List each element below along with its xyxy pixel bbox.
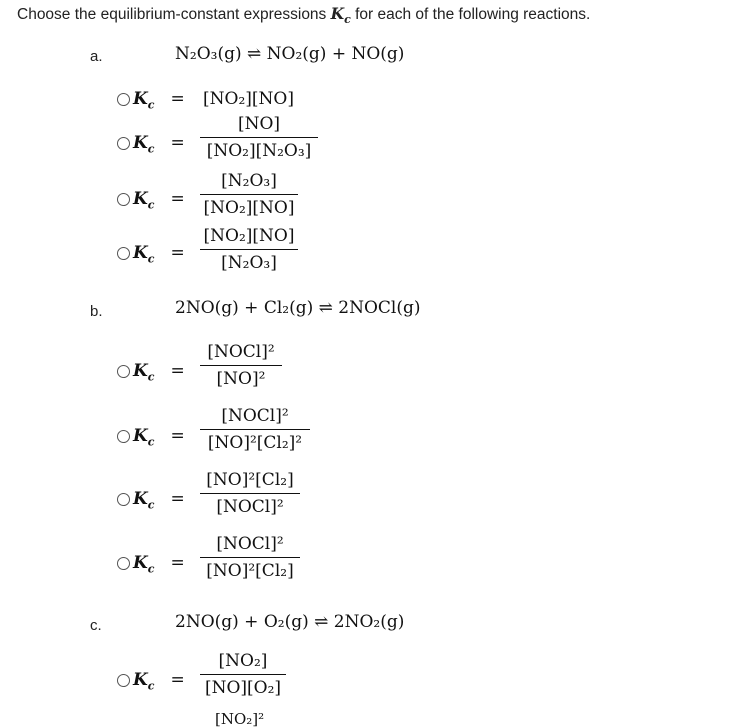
numerator: [NO₂][NO]	[203, 226, 295, 246]
radio-button[interactable]	[117, 557, 130, 570]
kc-label: $K_c$	[133, 243, 155, 266]
equals-sign: =	[170, 670, 185, 690]
numerator: [N₂O₃]	[221, 171, 277, 191]
part-a-option-2-fraction	[200, 114, 318, 161]
numerator: [NO]	[237, 114, 281, 134]
part-c-option-1-fraction	[200, 651, 286, 698]
part-a-reaction: N₂O₃(g) ⇌ NO₂(g) + NO(g)	[175, 44, 405, 64]
equals-sign: =	[170, 489, 185, 509]
question-text	[17, 4, 591, 27]
radio-button[interactable]	[117, 137, 130, 150]
numerator: [NOCl]²	[221, 406, 289, 426]
part-c-reaction: 2NO(g) + O₂(g) ⇌ 2NO₂(g)	[175, 612, 405, 632]
radio-button[interactable]	[117, 674, 130, 687]
fraction-bar	[200, 557, 300, 558]
radio-button[interactable]	[117, 193, 130, 206]
equals-sign: =	[170, 361, 185, 381]
radio-button[interactable]	[117, 247, 130, 260]
numerator: [NOCl]²	[216, 534, 284, 554]
equals-sign: =	[170, 89, 185, 109]
denominator: [N₂O₃]	[221, 253, 277, 273]
fraction-bar	[200, 493, 300, 494]
part-a-option-4-fraction	[200, 226, 298, 273]
denominator: [NO]²[Cl₂]²	[207, 433, 303, 453]
fraction-bar	[200, 249, 298, 250]
part-a-option-3-fraction	[200, 171, 298, 218]
part-b-option-2-fraction	[200, 406, 310, 453]
part-c-label: c.	[90, 617, 102, 634]
kc-label: $K_c$	[133, 189, 155, 212]
radio-button[interactable]	[117, 365, 130, 378]
numerator: [NO]²[Cl₂]	[206, 470, 294, 490]
part-b-reaction: 2NO(g) + Cl₂(g) ⇌ 2NOCl(g)	[175, 298, 421, 318]
radio-button[interactable]	[117, 430, 130, 443]
kc-label: $K_c$	[133, 133, 155, 156]
kc-label: $K_c$	[133, 426, 155, 449]
question-prefix: Choose the equilibrium-constant expressions	[17, 6, 331, 23]
kc-label: $K_c$	[133, 553, 155, 576]
fraction-bar	[200, 137, 318, 138]
equals-sign: =	[170, 426, 185, 446]
part-b-option-1[interactable]	[117, 361, 199, 384]
denominator: [NO₂][N₂O₃]	[206, 141, 312, 161]
numerator: [NOCl]²	[207, 342, 275, 362]
denominator: [NO]²[Cl₂]	[206, 561, 294, 581]
denominator: [NO][O₂]	[204, 678, 282, 698]
part-b-option-4[interactable]	[117, 553, 199, 576]
radio-button[interactable]	[117, 493, 130, 506]
part-a-option-4[interactable]	[117, 243, 199, 266]
numerator: [NO₂]	[218, 651, 268, 671]
denominator: [NOCl]²	[216, 497, 284, 517]
part-a-label: a.	[90, 48, 103, 65]
question-suffix: for each of the following reactions.	[350, 6, 591, 23]
kc-symbol: $K_c$	[330, 4, 351, 27]
fraction-bar	[200, 365, 282, 366]
fraction-bar	[200, 194, 298, 195]
part-a-option-1-expression: [NO₂][NO]	[203, 89, 294, 109]
equals-sign: =	[170, 189, 185, 209]
fraction-bar	[200, 674, 286, 675]
part-b-option-2[interactable]	[117, 426, 199, 449]
part-b-option-4-fraction	[200, 534, 300, 581]
kc-label: $K_c$	[133, 361, 155, 384]
fraction-bar	[200, 429, 310, 430]
part-b-option-1-fraction	[200, 342, 282, 389]
part-a-option-2[interactable]	[117, 133, 199, 156]
equals-sign: =	[170, 133, 185, 153]
part-b-option-3[interactable]	[117, 489, 199, 512]
kc-label: $K_c$	[133, 89, 155, 112]
equals-sign: =	[170, 243, 185, 263]
part-c-option-1[interactable]	[117, 670, 199, 693]
part-b-option-3-fraction	[200, 470, 300, 517]
denominator: [NO]²	[216, 369, 266, 389]
part-b-label: b.	[90, 303, 103, 320]
part-a-option-3[interactable]	[117, 189, 199, 212]
part-c-option-2-cutoff: [NO₂]²	[215, 710, 265, 728]
kc-label: $K_c$	[133, 670, 155, 693]
kc-label: $K_c$	[133, 489, 155, 512]
radio-button[interactable]	[117, 93, 130, 106]
denominator: [NO₂][NO]	[203, 198, 295, 218]
equals-sign: =	[170, 553, 185, 573]
part-a-option-1[interactable]	[117, 89, 199, 112]
